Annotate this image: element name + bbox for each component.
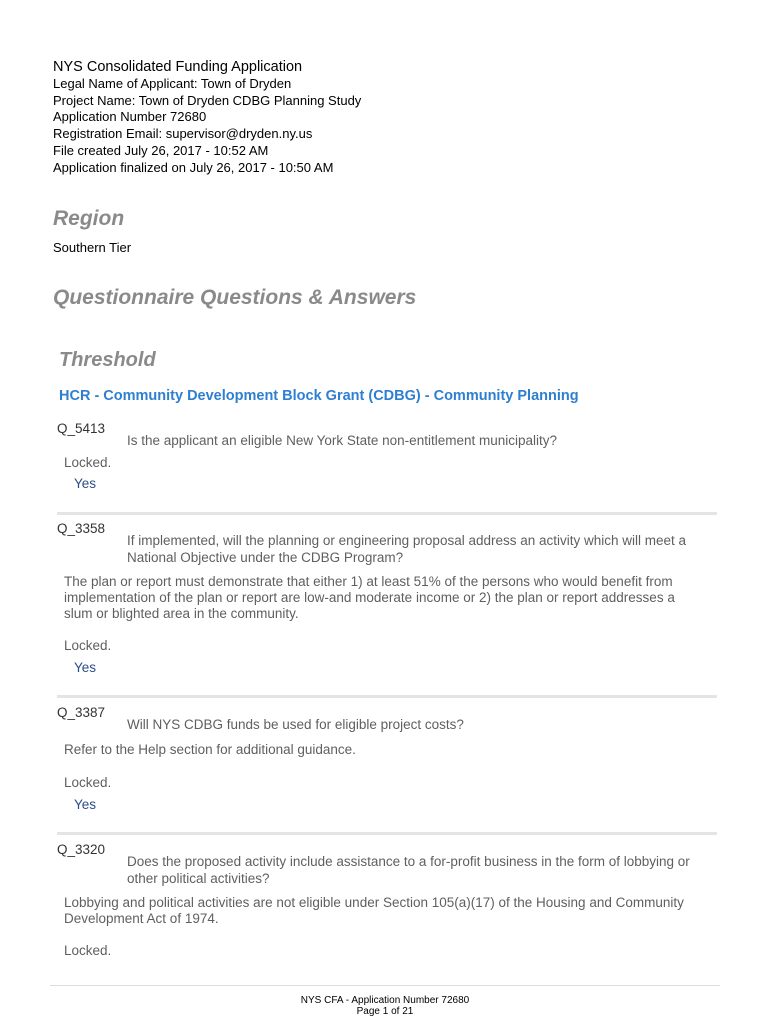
page-footer	[0, 995, 770, 1017]
file-created: File created July 26, 2017 - 10:52 AM	[53, 142, 269, 158]
answer-value: Yes	[74, 476, 97, 491]
question-divider	[57, 695, 717, 698]
question-text: Will NYS CDBG funds be used for eligible project costs?	[127, 717, 464, 732]
locked-status: Locked.	[64, 638, 112, 653]
application-header	[53, 58, 361, 176]
question-text: If implemented, will the planning or engineering proposal address an activity which will meet a National Objective under the CDBG Program?	[127, 533, 687, 565]
question-id: Q_5413	[57, 421, 106, 436]
application-number: Application Number 72680	[53, 109, 207, 125]
questionnaire-heading: Questionnaire Questions & Answers	[53, 286, 417, 309]
threshold-heading: Threshold	[59, 349, 156, 371]
registration-email: Registration Email: supervisor@dryden.ny.us	[53, 126, 313, 142]
locked-status: Locked.	[64, 455, 112, 470]
footer-application: NYS CFA - Application Number 72680	[300, 995, 470, 1006]
answer-value: Yes	[74, 797, 97, 812]
region-value: Southern Tier	[53, 240, 132, 255]
answer-value: Yes	[74, 660, 97, 675]
region-heading: Region	[53, 207, 125, 230]
project-name: Project Name: Town of Dryden CDBG Planning Study	[53, 92, 362, 108]
question-text: Does the proposed activity include assistance to a for-profit business in the form of lobbying or other political activities?	[127, 854, 690, 886]
locked-status: Locked.	[64, 943, 112, 958]
question-note: Refer to the Help section for additional guidance.	[64, 742, 356, 757]
question-divider	[57, 832, 717, 835]
footer-divider	[50, 985, 720, 986]
question-id: Q_3387	[57, 705, 106, 720]
question-id: Q_3358	[57, 521, 106, 536]
question-divider	[57, 512, 717, 515]
application-finalized: Application finalized on July 26, 2017 - 10:50 AM	[53, 159, 334, 175]
legal-name: Legal Name of Applicant: Town of Dryden	[53, 76, 292, 91]
question-text: Is the applicant an eligible New York State non-entitlement municipality?	[127, 433, 558, 448]
question-note: The plan or report must demonstrate that either 1) at least 51% of the persons who would benefit from implementation of the plan or report are low-and moderate income or 2) the plan or report addresses a slum or blighted area in the community.	[64, 574, 675, 621]
question-id: Q_3320	[57, 842, 106, 857]
footer-page-number: Page 1 of 21	[356, 1006, 414, 1017]
program-heading: HCR - Community Development Block Grant (CDBG) - Community Planning	[59, 388, 579, 404]
question-note: Lobbying and political activities are not eligible under Section 105(a)(17) of the Housing and Community Development Act of 1974.	[64, 895, 684, 926]
document-title: NYS Consolidated Funding Application	[53, 59, 303, 75]
locked-status: Locked.	[64, 775, 112, 790]
